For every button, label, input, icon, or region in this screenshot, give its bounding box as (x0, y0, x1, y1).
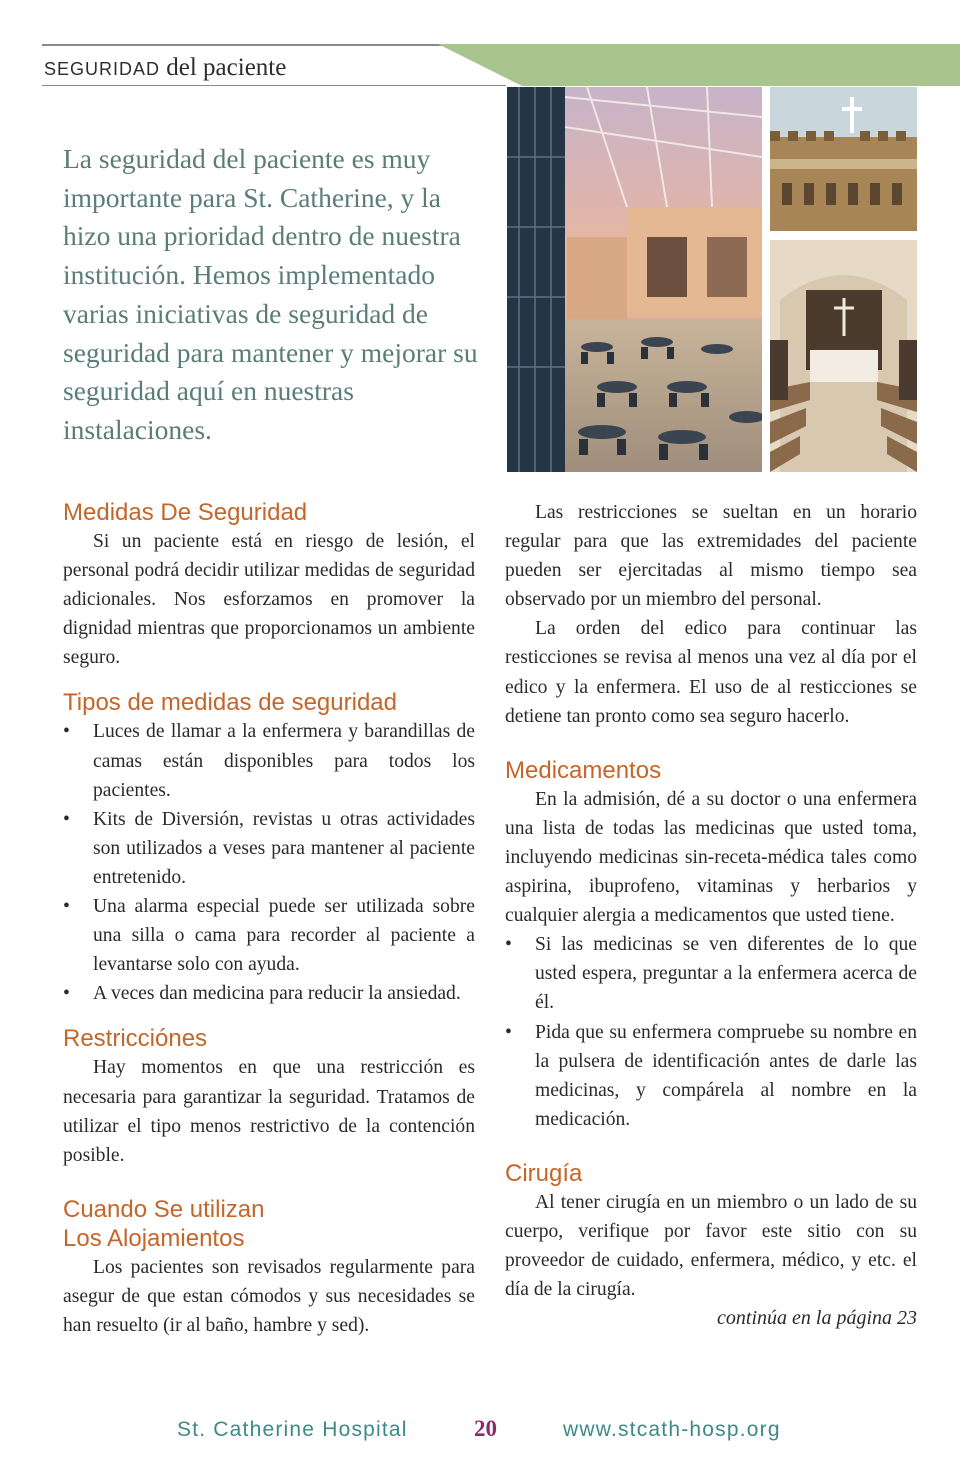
footer-website: www.stcath-hosp.org (563, 1418, 781, 1441)
heading-tipos: Tipos de medidas de seguridad (63, 689, 397, 717)
footer (0, 1414, 960, 1448)
list-item: • Una alarma especial puede ser utilizada sobre una silla o cama para recorder al paciente a levantarse solo con ayuda. (63, 892, 475, 979)
list-item: • Luces de llamar a la enfermera y barandillas de camas están disponibles para todos los pacientes. (63, 717, 475, 804)
tipos-list (63, 717, 475, 1008)
heading-medicamentos: Medicamentos (505, 756, 662, 784)
right-column (505, 498, 917, 1332)
list-item: • Kits de Diversión, revistas u otras actividades son utilizados a veses para mantener al paciente entretenido. (63, 805, 475, 892)
cuando-body: Los pacientes son revisados regularmente para asegur de que estan cómodos y sus necesidades se han resuelto (ir al baño, hambre y sed). (63, 1256, 475, 1336)
heading-medidas: Medidas De Seguridad (63, 499, 308, 526)
list-item: • Si las medicinas se ven diferentes de lo que usted espera, preguntar a la enfermera acerca de él. (505, 930, 917, 1017)
cirugia-body: Al tener cirugía en un miembro o un lado de su cuerpo, verifique por favor este sitio con su proveedor de cuidado, enfermera, médico, y etc. el día de la cirugía. (505, 1191, 917, 1301)
medicamentos-body: En la admisión, dé a su doctor o una enfermera una lista de todas las medicinas que usted toma, incluyendo medicinas sin-receta-médica tales como aspirina, ibuprofeno, vitaminas y herbarios y cualquier alergia a medicamentos que usted tiene. (505, 788, 917, 927)
list-item: • A veces dan medicina para reducir la ansiedad. (63, 979, 475, 1008)
heading-cuando-line2: Los Alojamientos (63, 1224, 245, 1252)
heading-cuando-line1: Cuando Se utilizan (63, 1195, 265, 1223)
page-number: 20 (474, 1416, 497, 1441)
hospital-building-photo (770, 87, 917, 231)
list-item: • Pida que su enfermera compruebe su nombre en la pulsera de identificación antes de darle las medicinas, y compárela al nombre en la medicación. (505, 1018, 917, 1134)
section-label (44, 54, 286, 82)
chapel-photo (770, 240, 917, 472)
header-bottom-rule (42, 85, 506, 86)
intro-text: La seguridad del paciente es muy importante para St. Catherine, y la hizo una prioridad dentro de nuestra institución. Hemos implementado varias iniciativas de seguridad de seguridad para mantener y mejorar su seguridad aquí en nuestras instalaciones. (63, 143, 478, 445)
section-label-caps: SEGURIDAD (44, 59, 161, 79)
restricciones-body: Hay momentos en que una restricción es necesaria para garantizar la seguridad. Tratamos de utilizar el tipo menos restrictivo de la contención posible. (63, 1057, 475, 1166)
heading-cuando (63, 1195, 475, 1253)
heading-cirugia: Cirugía (505, 1159, 583, 1187)
heading-restricciones: Restricciónes (63, 1025, 208, 1053)
restricciones-continued-p1: Las restricciones se sueltan en un horario regular para que las extremidades del paciente pueden ser ejercitadas al mismo tiempo sea observado por un miembro del personal. (505, 502, 917, 611)
medidas-body: Si un paciente está en riesgo de lesión, el personal podrá decidir utilizar medidas de seguridad adicionales. Nos esforzamos en promover la dignidad mientras que proporcionamos un ambiente seguro. (63, 531, 475, 669)
left-column (63, 498, 475, 1340)
footer-hospital-name: St. Catherine Hospital (177, 1418, 408, 1441)
medicamentos-list (505, 930, 917, 1134)
continue-note: continúa en la página 23 (717, 1307, 917, 1330)
restricciones-continued-p2: La orden del edico para continuar las resticciones se revisa al menos una vez al día por el edico y la enfermera. El uso de al resticciones se detiene tan pronto como sea seguro hacerlo. (505, 618, 917, 727)
section-label-rest: del paciente (160, 54, 287, 81)
header-accent-band (438, 44, 960, 86)
atrium-cafeteria-photo (507, 87, 762, 472)
